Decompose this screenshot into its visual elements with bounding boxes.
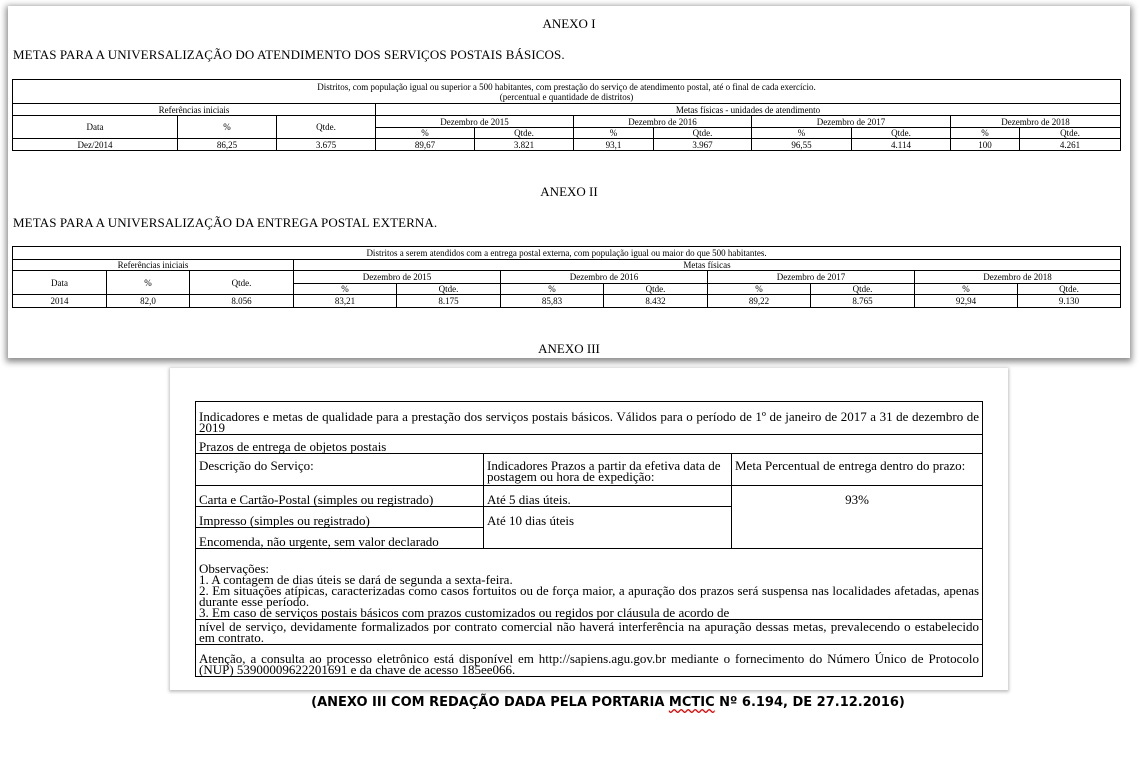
annex3-col-meta: Meta Percentual de entrega dentro do prazo: [732, 454, 983, 486]
annex-page-top [8, 6, 1130, 358]
annex3-scan [170, 368, 1008, 690]
annex2-heading: ANEXO II [540, 184, 598, 199]
cell: 8.765 [811, 295, 915, 308]
obs-item: 3. Em caso de serviços postais básicos com prazos customizados ou regidos por cláusula de acordo de [199, 605, 730, 620]
annex2-col-qtde: Qtde. [190, 271, 294, 295]
annex3-observations [196, 549, 983, 620]
cell: 93,1 [574, 139, 654, 151]
annex3-attention: Atenção, a consulta ao processo eletrônico está disponível em http://sapiens.agu.gov.br mediante o fornecimento do Número Único de Protocolo (NUP) 53900009622201691 e da chave de acesso 185ee066. [196, 645, 983, 677]
cell: 100 [951, 139, 1020, 151]
cell: 4.261 [1020, 139, 1121, 151]
annex1-year: Dezembro de 2017 [752, 116, 951, 128]
annex2-table [12, 246, 1121, 308]
annex2-year: Dezembro de 2015 [294, 271, 501, 284]
cell: 8.056 [190, 295, 294, 308]
annex2-caption: Distritos a serem atendidos com a entrega postal externa, com população igual ou maior do que 500 habitantes. [13, 247, 1121, 260]
annex1-heading: ANEXO I [542, 16, 596, 31]
obs-item: 2. Em situações atípicas, caracterizadas como casos fortuitos ou de força maior, a apuração dos prazos será suspensa nas localidades afetadas, apenas durante esse período. [199, 583, 980, 609]
annex3-service: Encomenda, não urgente, sem valor declarado [196, 528, 484, 549]
annex3-intro: Indicadores e metas de qualidade para a prestação dos serviços postais básicos. Válidos para o período de 1º de janeiro de 2017 a 31 de dezembro de 2019 [196, 402, 983, 435]
cell: 96,55 [752, 139, 852, 151]
annex2-title: METAS PARA A UNIVERSALIZAÇÃO DA ENTREGA POSTAL EXTERNA. [13, 215, 438, 230]
cell: 85,83 [501, 295, 604, 308]
cell: 3.967 [654, 139, 752, 151]
annex2-sub-pct: % [501, 284, 604, 295]
annex3-heading: ANEXO III [538, 341, 600, 356]
cell: 86,25 [178, 139, 277, 151]
cell: 82,0 [107, 295, 190, 308]
annex3-obs-continued: nível de serviço, devidamente formalizados por contrato comercial não haverá interferência na apuração dessas metas, prevalecendo o estabelecido em contrato. [196, 620, 983, 645]
annex3-col-indic: Indicadores Prazos a partir da efetiva data de postagem ou hora de expedição: [484, 454, 732, 486]
annex2-sub-qtde: Qtde. [604, 284, 708, 295]
annex3-col-desc: Descrição do Serviço: [196, 454, 484, 486]
table-row [13, 295, 1121, 308]
amendment-note-abbr: MCTIC [668, 695, 715, 710]
cell: 8.432 [604, 295, 708, 308]
cell: 89,22 [708, 295, 811, 308]
annex2-col-data: Data [13, 271, 107, 295]
annex2-sub-qtde: Qtde. [811, 284, 915, 295]
cell: 92,94 [915, 295, 1018, 308]
amendment-note-pre: (ANEXO III COM REDAÇÃO DADA PELA PORTARIA [311, 695, 669, 710]
annex1-col-qtde: Qtde. [277, 116, 376, 139]
annex1-table [12, 79, 1121, 151]
cell: 4.114 [852, 139, 951, 151]
annex2-year: Dezembro de 2017 [708, 271, 915, 284]
annex1-title: METAS PARA A UNIVERSALIZAÇÃO DO ATENDIMENTO DOS SERVIÇOS POSTAIS BÁSICOS. [13, 47, 565, 62]
table-row [13, 139, 1121, 151]
cell: 83,21 [294, 295, 397, 308]
annex2-sub-pct: % [915, 284, 1018, 295]
obs-item: 1. A contagem de dias úteis se dará de segunda a sexta-feira. [199, 572, 513, 587]
annex1-col-data: Data [13, 116, 178, 139]
annex1-sub-qtde: Qtde. [1020, 128, 1121, 139]
annex2-col-pct: % [107, 271, 190, 295]
annex2-year: Dezembro de 2016 [501, 271, 708, 284]
obs-title: Observações: [199, 561, 270, 576]
annex1-year: Dezembro de 2015 [376, 116, 574, 128]
annex1-sub-pct: % [574, 128, 654, 139]
annex2-sub-pct: % [708, 284, 811, 295]
cell: Dez/2014 [13, 139, 178, 151]
annex1-metas-header: Metas físicas - unidades de atendimento [376, 104, 1121, 116]
annex1-year: Dezembro de 2016 [574, 116, 752, 128]
annex1-sub-pct: % [951, 128, 1020, 139]
annex1-sub-qtde: Qtde. [475, 128, 574, 139]
annex3-meta: 93% [732, 486, 983, 549]
cell: 8.175 [397, 295, 501, 308]
cell: 9.130 [1018, 295, 1121, 308]
amendment-note-post: Nº 6.194, DE 27.12.2016) [714, 695, 905, 710]
annex1-caption-line1: Distritos, com população igual ou superior a 500 habitantes, com prestação do serviço de atendimento postal, até o final de cada exercício. [317, 81, 816, 92]
annex2-ref-header: Referências iniciais [13, 260, 294, 271]
annex3-prazo-2: Até 10 dias úteis [484, 507, 732, 549]
annex2-sub-qtde: Qtde. [397, 284, 501, 295]
annex2-year: Dezembro de 2018 [915, 271, 1121, 284]
annex1-sub-pct: % [376, 128, 475, 139]
cell: 3.675 [277, 139, 376, 151]
annex2-metas-header: Metas físicas [294, 260, 1121, 271]
annex3-section: Prazos de entrega de objetos postais [196, 435, 983, 454]
cell: 2014 [13, 295, 107, 308]
annex3-prazo-1: Até 5 dias úteis. [484, 486, 732, 507]
cell: 3.821 [475, 139, 574, 151]
annex1-caption-line2: (percentual e quantidade de distritos) [499, 91, 634, 102]
amendment-note [0, 695, 1139, 710]
annex3-table [195, 401, 983, 677]
annex1-sub-qtde: Qtde. [852, 128, 951, 139]
annex3-service: Impresso (simples ou registrado) [196, 507, 484, 528]
annex3-service: Carta e Cartão-Postal (simples ou registrado) [196, 486, 484, 507]
cell: 89,67 [376, 139, 475, 151]
annex1-caption [13, 80, 1121, 104]
annex1-sub-qtde: Qtde. [654, 128, 752, 139]
annex1-ref-header: Referências iniciais [13, 104, 376, 116]
annex2-sub-qtde: Qtde. [1018, 284, 1121, 295]
annex2-sub-pct: % [294, 284, 397, 295]
annex1-year: Dezembro de 2018 [951, 116, 1121, 128]
annex1-sub-pct: % [752, 128, 852, 139]
annex1-col-pct: % [178, 116, 277, 139]
